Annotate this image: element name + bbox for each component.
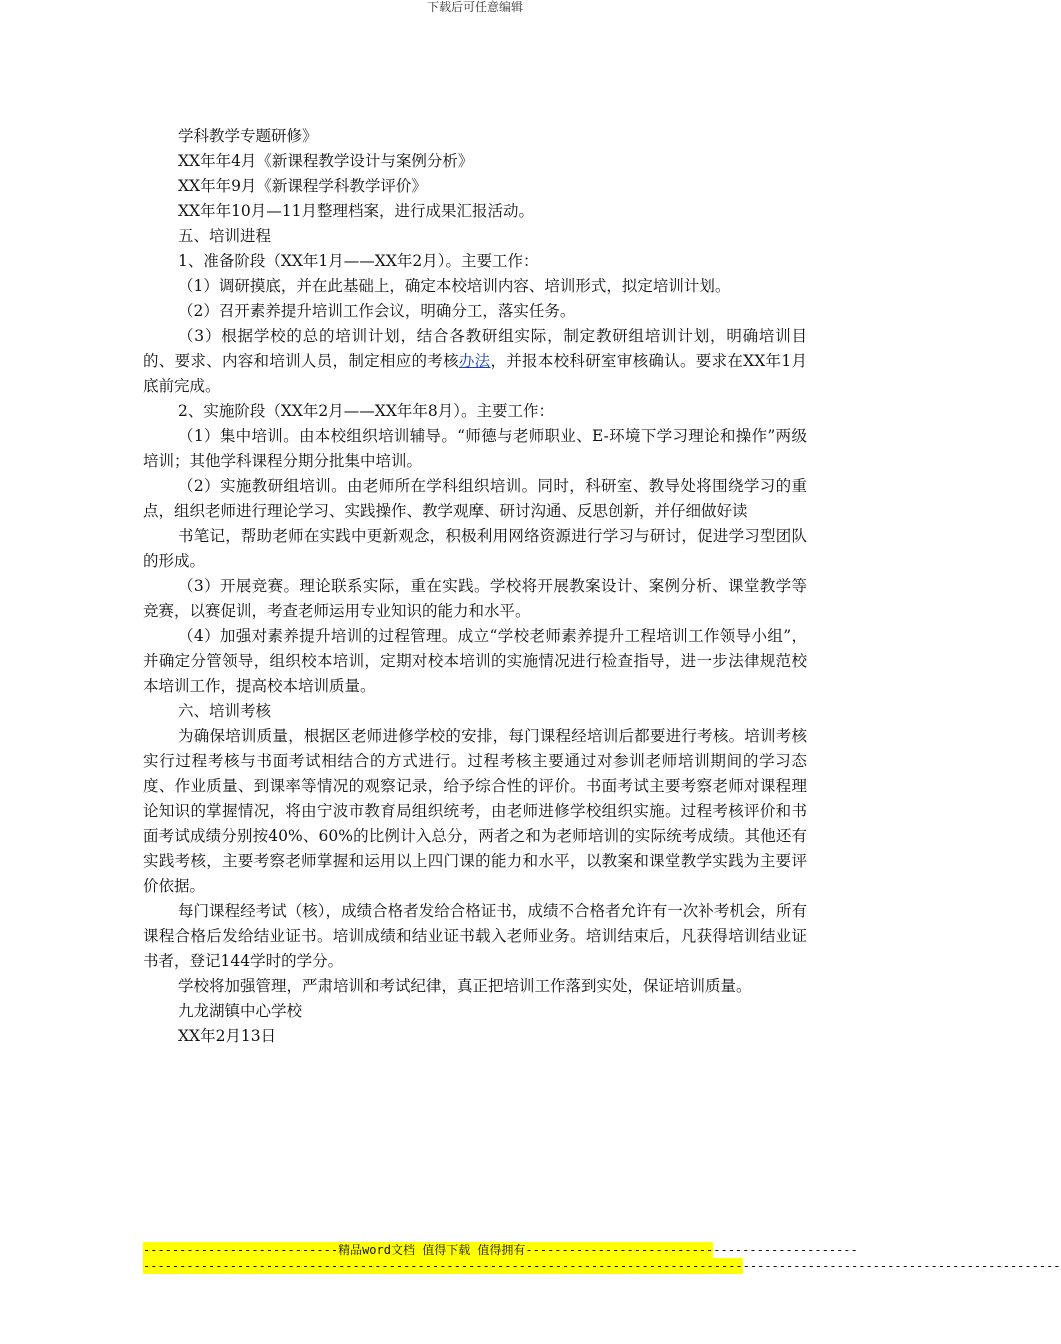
signature-date: XX年2月13日	[178, 1027, 277, 1045]
paragraph: （3）开展竞赛。理论联系实际，重在实践。学校将开展教案设计、案例分析、课堂教学等竞赛，以赛促训，考查老师运用专业知识的能力和水平。	[143, 577, 807, 620]
paragraph: （4）加强对素养提升培训的过程管理。成立“学校老师素养提升工程培训工作领导小组”，并确定分管领导，组织校本培训，定期对校本培训的实施情况进行检查指导，进一步法律规范校本培训工作，提高校本培训质量。	[143, 627, 807, 695]
paragraph: 学校将加强管理，严肃培训和考试纪律，真正把培训工作落到实处，保证培训质量。	[178, 977, 752, 995]
paragraph: 为确保培训质量，根据区老师进修学校的安排，每门课程经培训后都要进行考核。培训考核实行过程考核与书面考试相结合的方式进行。过程考核主要通过对参训老师培训期间的学习态度、作业质量、到课率等情况的观察记录，给予综合性的评价。书面考试主要考察老师对课程理论知识的掌握情况，将由宁波市教育局组织统考，由老师进修学校组织实施。过程考核评价和书面考试成绩分别按40%、60%的比例计入总分，两者之和为老师培训的实际统考成绩。其他还有实践考核，主要考察老师掌握和运用以上四门课的能力和水平，以教案和课堂教学实践为主要评价依据。	[143, 727, 807, 895]
footer-line-2: -------------------------------------------------------------------------------------------------------------------------------	[143, 1259, 1061, 1273]
method-link[interactable]: 办法	[458, 352, 491, 370]
paragraph: 2、实施阶段（XX年2月——XX年年8月）。主要工作：	[178, 402, 554, 420]
page-header: 下载后可任意编辑	[426, 0, 523, 14]
paragraph: XX年年10月—11月整理档案，进行成果汇报活动。	[178, 202, 535, 220]
paragraph: （1）集中培训。由本校组织培训辅导。“师德与老师职业、E-环境下学习理论和操作”两级培训；其他学科课程分期分批集中培训。	[143, 427, 807, 470]
paragraph: 每门课程经考试（核），成绩合格者发给合格证书，成绩不合格者允许有一次补考机会，所有课程合格后发给结业证书。培训成绩和结业证书载入老师业务。培训结束后，凡获得培训结业证书者，登记144学时的学分。	[143, 902, 807, 970]
paragraph: 学科教学专题研修》	[178, 127, 318, 145]
footer-line-1: ---------------------------精品word文档 值得下载 值得拥有----------------------------------------------	[143, 1243, 858, 1257]
paragraph: XX年年4月《新课程教学设计与案例分析》	[178, 152, 474, 170]
paragraph-text: （3）根据学校的总的培训计划，结合各教研组实际，制定教研组培训计划，明确培训目的、要求、内容和培训人员，制定相应的考核	[143, 327, 807, 370]
paragraph	[143, 324, 807, 399]
document-body	[143, 124, 807, 1049]
paragraph: （1）调研摸底，并在此基础上，确定本校培训内容、培训形式，拟定培训计划。	[178, 277, 731, 295]
paragraph: XX年年9月《新课程学科教学评价》	[178, 177, 427, 195]
section-heading: 六、培训考核	[178, 702, 272, 720]
paragraph: （2）实施教研组培训。由老师所在学科组织培训。同时，科研室、教导处将围绕学习的重点，组织老师进行理论学习、实践操作、教学观摩、研讨沟通、反思创新，并仔细做好读	[143, 477, 807, 520]
paragraph: （2）召开素养提升培训工作会议，明确分工，落实任务。	[178, 302, 576, 320]
section-heading: 五、培训进程	[178, 227, 272, 245]
paragraph-text: ，并报本校科研室审核确认。要求在XX年1月底前完成。	[143, 352, 807, 395]
signature-school: 九龙湖镇中心学校	[178, 1002, 303, 1020]
footer-banner	[143, 1242, 1061, 1274]
paragraph: 1、准备阶段（XX年1月——XX年2月）。主要工作：	[178, 252, 539, 270]
paragraph: 书笔记，帮助老师在实践中更新观念，积极利用网络资源进行学习与研讨，促进学习型团队的形成。	[143, 527, 807, 570]
